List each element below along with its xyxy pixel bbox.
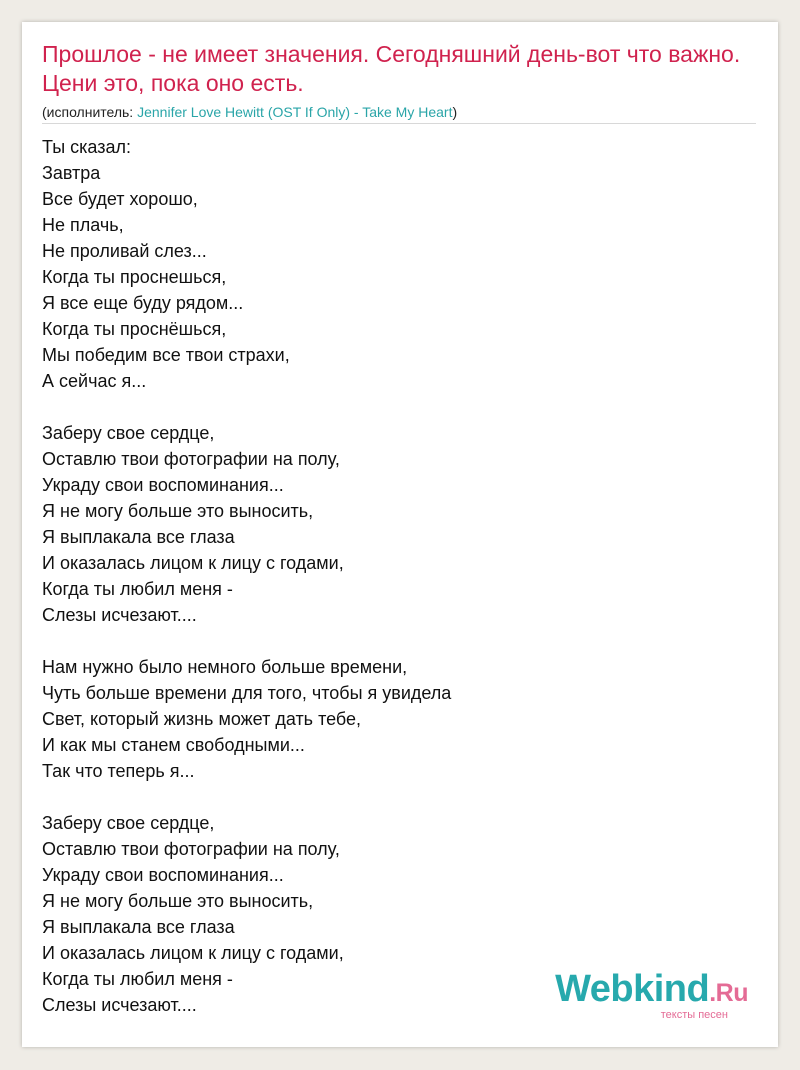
artist-prefix: (исполнитель: (42, 104, 138, 120)
lyric-line: И оказалась лицом к лицу с годами, (42, 943, 344, 963)
lyric-line: Оставлю твои фотографии на полу, (42, 839, 340, 859)
divider (42, 123, 756, 124)
logo-tld: .Ru (709, 979, 748, 1007)
lyric-line: И оказалась лицом к лицу с годами, (42, 553, 344, 573)
lyric-line: Ты сказал: (42, 137, 131, 157)
lyric-line: И как мы станем свободными... (42, 735, 305, 755)
site-logo[interactable] (555, 970, 748, 1021)
logo-word: Webkind (555, 968, 710, 1010)
lyrics-text (42, 134, 451, 1018)
stanza-break (42, 394, 451, 420)
lyric-line: Я все еще буду рядом... (42, 293, 244, 313)
stanza-break (42, 784, 451, 810)
artist-suffix: ) (452, 104, 458, 120)
lyric-line: Заберу свое сердце, (42, 813, 215, 833)
lyric-line: Когда ты проснешься, (42, 267, 227, 287)
lyric-line: Так что теперь я... (42, 761, 195, 781)
lyrics-card (22, 22, 778, 1047)
lyric-line: Чуть больше времени для того, чтобы я увидела (42, 683, 452, 703)
lyric-line: Мы победим все твои страхи, (42, 345, 290, 365)
lyric-line: Я не могу больше это выносить, (42, 891, 314, 911)
lyric-line: Нам нужно было немного больше времени, (42, 657, 408, 677)
lyric-line: Когда ты любил меня - (42, 579, 233, 599)
lyric-line: Я выплакала все глаза (42, 527, 235, 547)
lyric-line: Украду свои воспоминания... (42, 865, 284, 885)
artist-link[interactable]: Jennifer Love Hewitt (OST If Only) - Take My Heart (137, 104, 453, 120)
lyric-line: Все будет хорошо, (42, 189, 198, 209)
logo-wordmark (555, 970, 748, 1012)
artist-line (42, 104, 457, 120)
lyric-line: Заберу свое сердце, (42, 423, 215, 443)
lyric-line: Украду свои воспоминания... (42, 475, 284, 495)
page-title: Прошлое - не имеет значения. Сегодняшний день-вот что важно. Цени это, пока оно есть. (42, 41, 741, 96)
lyric-line: Не плачь, (42, 215, 124, 235)
lyric-line: Свет, который жизнь может дать тебе, (42, 709, 362, 729)
lyric-line: Я выплакала все глаза (42, 917, 235, 937)
lyric-line: Когда ты проснёшься, (42, 319, 227, 339)
lyric-line: Слезы исчезают.... (42, 605, 197, 625)
lyric-line: А сейчас я... (42, 371, 147, 391)
lyric-line: Слезы исчезают.... (42, 995, 197, 1015)
lyric-line: Когда ты любил меня - (42, 969, 233, 989)
lyric-line: Оставлю твои фотографии на полу, (42, 449, 340, 469)
lyric-line: Я не могу больше это выносить, (42, 501, 314, 521)
stanza-break (42, 628, 451, 654)
logo-tagline: тексты песен (660, 1009, 728, 1021)
lyric-line: Завтра (42, 163, 101, 183)
lyric-line: Не проливай слез... (42, 241, 207, 261)
